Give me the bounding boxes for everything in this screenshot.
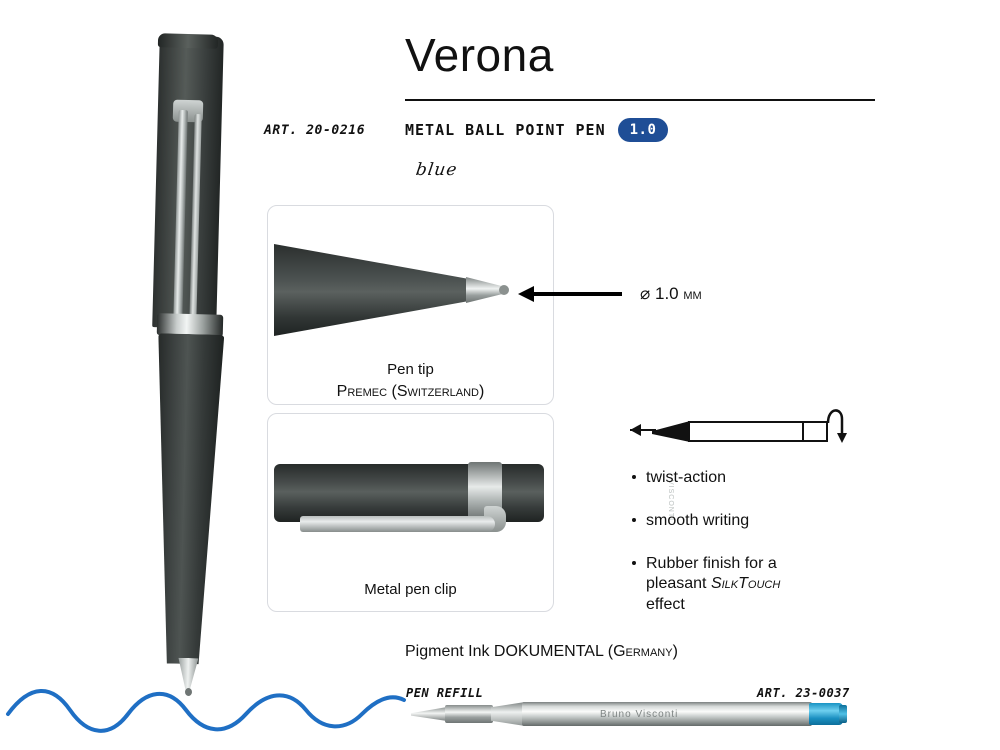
diameter-value: 1.0	[654, 284, 679, 303]
bullet-dot-icon	[632, 518, 636, 522]
refill-shoulder	[491, 702, 525, 726]
page-title: Verona	[405, 29, 554, 81]
feature-list	[632, 468, 892, 638]
feature-item-smooth-label: smooth writing	[646, 511, 750, 529]
pen-refill-illustration	[405, 700, 845, 736]
feature-item-twist-label: twist-action	[646, 469, 727, 486]
bullet-dot-icon	[632, 561, 636, 565]
callout-arrow-head	[518, 286, 534, 302]
article-code: ART. 20-0216	[264, 123, 366, 138]
diameter-callout	[640, 284, 702, 304]
feature-item-rubber-line3: effect	[646, 596, 685, 614]
pen-refill-article-code: ART. 23-0037	[757, 686, 850, 700]
pen-clip-illustration	[268, 454, 674, 574]
diameter-symbol: ⌀	[640, 284, 651, 303]
pen-barrel	[150, 333, 225, 665]
pen-tip-metal-shape	[466, 277, 502, 303]
pigment-ink-label	[405, 643, 678, 661]
silktouch-mark: SilkTouch	[710, 575, 781, 593]
card-pen-tip-caption: Pen tip	[387, 361, 434, 378]
pen-tip-ball-shape	[499, 285, 509, 295]
diameter-unit: мм	[683, 286, 702, 303]
refill-brand-text: Bruno Visconti	[600, 709, 679, 720]
pigment-ink-country: (Germany)	[607, 643, 678, 660]
refill-end-cap	[839, 705, 847, 723]
bullet-dot-icon	[632, 475, 636, 479]
pen-tip-illustration	[268, 234, 518, 344]
title-divider	[405, 99, 875, 101]
card-pen-tip	[267, 205, 554, 405]
pen-cap-top	[158, 33, 218, 49]
pen-full-illustration	[140, 28, 250, 688]
twist-action-diagram	[630, 405, 855, 457]
feature-item-twist	[632, 468, 892, 489]
tip-size-badge: 1.0	[618, 118, 668, 142]
feature-item-smooth	[632, 511, 892, 532]
pigment-ink-text: Pigment Ink DOKUMENTAL	[405, 643, 604, 660]
card-metal-pen-clip-caption: Metal pen clip	[364, 581, 457, 598]
clip-brand-mark: VISCONTI	[667, 480, 674, 522]
pen-cap-body	[152, 35, 224, 329]
pen-clip-arm-shape	[300, 516, 495, 532]
refill-neck	[445, 705, 493, 723]
product-subtitle: METAL BALL POINT PEN	[405, 121, 606, 139]
pen-center-ring	[157, 313, 224, 337]
ink-squiggle-illustration	[0, 670, 420, 750]
refill-ink-end	[809, 703, 843, 725]
ink-color-label: blue	[414, 160, 459, 180]
feature-item-rubber-line2: pleasant	[646, 575, 711, 593]
callout-arrow-line	[532, 292, 622, 296]
feature-item-rubber	[632, 554, 892, 616]
feature-item-rubber-line1: Rubber finish for a	[646, 554, 777, 572]
pen-tip-cone-shape	[274, 244, 469, 336]
card-pen-tip-manufacturer: Premec (Switzerland)	[336, 383, 485, 400]
pen-refill-label: PEN REFILL	[406, 686, 484, 700]
twist-rotation-arrow-icon	[630, 405, 855, 457]
